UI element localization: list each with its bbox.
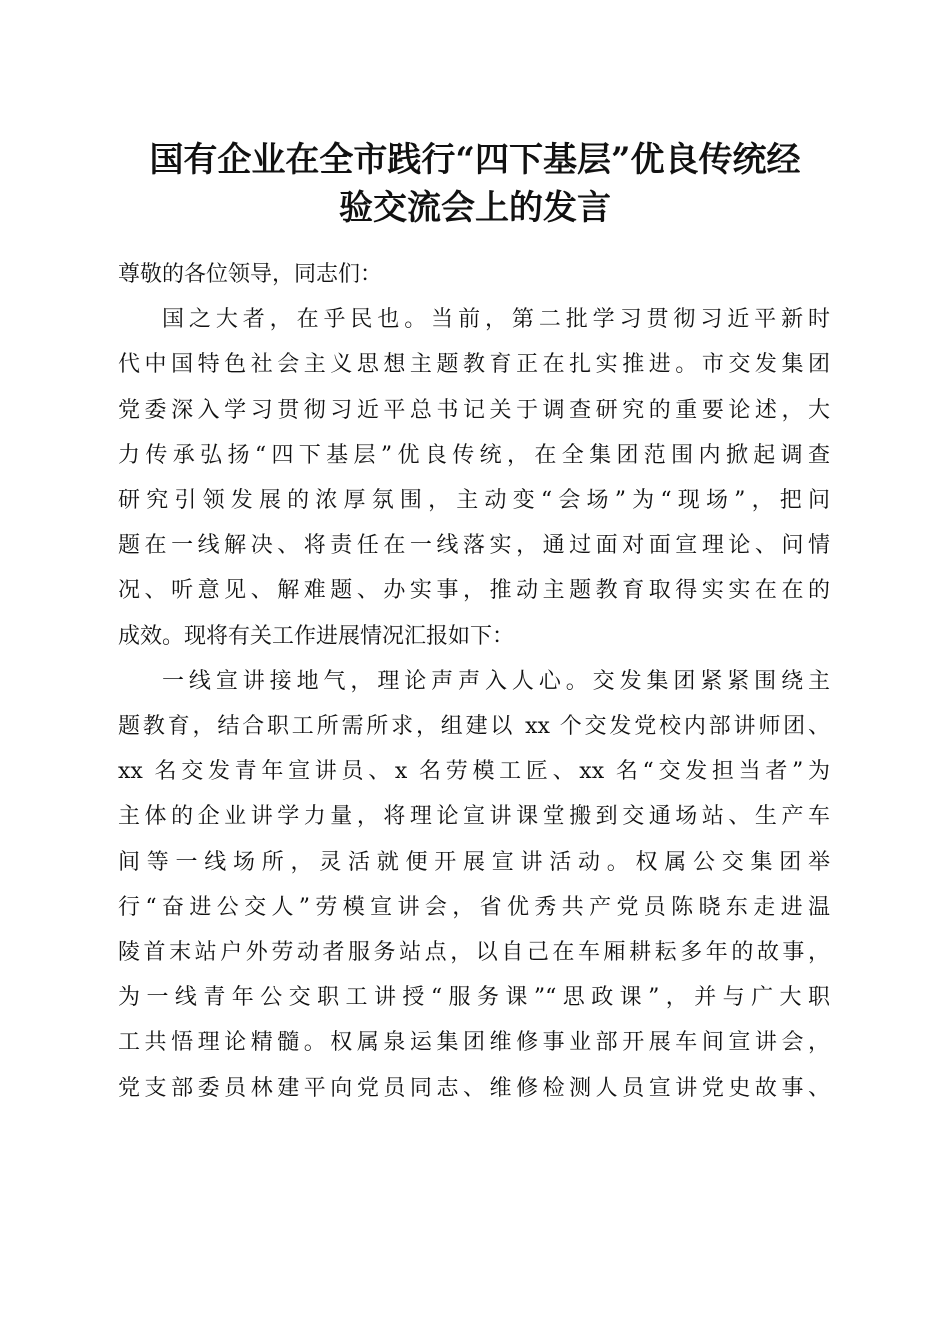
- paragraph-line: 研究引领发展的浓厚氛围，主动变“会场”为“现场”，把问: [118, 488, 830, 514]
- paragraph-line: 题在一线解决、将责任在一线落实，通过面对面宣理论、问情: [118, 533, 830, 559]
- paragraph-2: [118, 659, 830, 1111]
- title-line-2: 验交流会上的发言: [339, 188, 611, 228]
- paragraph-line: 间等一线场所，灵活就便开展宣讲活动。权属公交集团举: [118, 849, 830, 875]
- paragraph-line: 国之大者，在乎民也。当前，第二批学习贯彻习近平新时: [162, 307, 830, 333]
- paragraph-line: 党支部委员林建平向党员同志、维修检测人员宣讲党史故事、: [118, 1075, 830, 1101]
- document-title: [110, 136, 840, 232]
- salutation: 尊敬的各位领导，同志们：: [118, 262, 383, 287]
- paragraph-1: [118, 297, 830, 659]
- paragraph-line: 况、听意见、解难题、办实事，推动主题教育取得实实在在的: [118, 578, 830, 604]
- paragraph-line: 工共悟理论精髓。权属泉运集团维修事业部开展车间宣讲会，: [118, 1030, 830, 1056]
- paragraph-line: 力传承弘扬“四下基层”优良传统，在全集团范围内掀起调查: [118, 442, 830, 468]
- paragraph-line: 为一线青年公交职工讲授“服务课”“思政课”，并与广大职: [118, 985, 830, 1011]
- title-line-1: 国有企业在全市践行“四下基层”优良传统经: [149, 140, 801, 180]
- paragraph-line: 党委深入学习贯彻习近平总书记关于调查研究的重要论述，大: [118, 397, 830, 423]
- paragraph-line: 题教育，结合职工所需所求，组建以 xx 个交发党校内部讲师团、: [118, 714, 830, 740]
- paragraph-line: 陵首末站户外劳动者服务站点，以自己在车厢耕耘多年的故事，: [118, 940, 830, 966]
- paragraph-line: 代中国特色社会主义思想主题教育正在扎实推进。市交发集团: [118, 352, 830, 378]
- paragraph-line: 行“奋进公交人”劳模宣讲会，省优秀共产党员陈晓东走进温: [118, 894, 830, 920]
- paragraph-line: 一线宣讲接地气，理论声声入人心。交发集团紧紧围绕主: [162, 668, 830, 694]
- document-body: [118, 252, 830, 1111]
- paragraph-line: 成效。现将有关工作进展情况汇报如下：: [118, 623, 515, 649]
- paragraph-line: 主体的企业讲学力量，将理论宣讲课堂搬到交通场站、生产车: [118, 804, 830, 830]
- paragraph-line: xx 名交发青年宣讲员、x 名劳模工匠、xx 名“交发担当者”为: [118, 759, 830, 785]
